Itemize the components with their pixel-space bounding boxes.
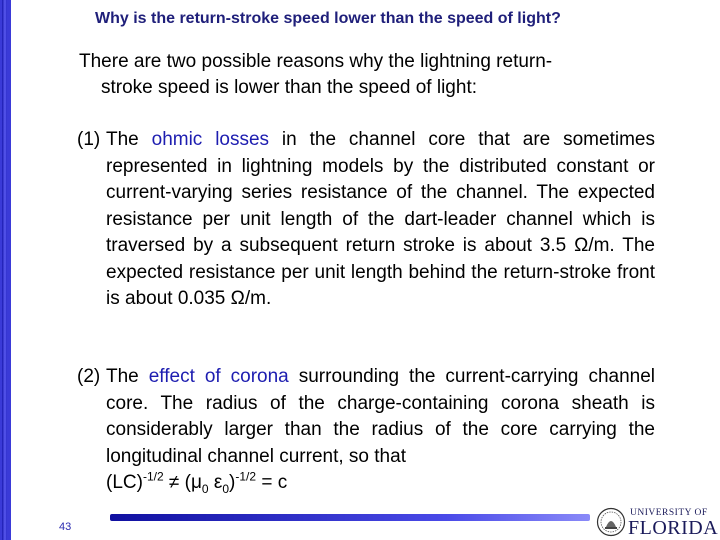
formula-mu-subscript: 0 <box>201 481 209 496</box>
formula <box>106 469 288 496</box>
formula-lhs: (LC) <box>106 472 143 493</box>
formula-epsilon-subscript: 0 <box>222 481 230 496</box>
intro-line-2: stroke speed is lower than the speed of light: <box>101 77 478 98</box>
formula-epsilon: ε <box>208 472 223 493</box>
intro-line-1: There are two possible reasons why the lightning return- <box>79 51 553 72</box>
reason-highlight: ohmic losses <box>151 129 270 150</box>
logo-text-top: UNIVERSITY OF <box>630 508 708 518</box>
reason-text-post: in the channel core that are sometimes represented in lightning models by the distributed constant or current-varying series resistance of the channel. The expected resistance per unit length of the dart-leader channel which is traversed by a subsequent return stroke is about 3.5 Ω/m. The expected resistance per unit length behind the return-stroke front is about 0.035 Ω/m. <box>106 129 655 309</box>
seal-icon <box>596 507 626 537</box>
formula-neq: ≠ ( <box>163 472 191 493</box>
reason-item-1 <box>77 127 655 313</box>
formula-close: ) <box>229 472 236 493</box>
intro-paragraph <box>79 49 669 101</box>
reason-text-post: surrounding the current-carrying channel core. The radius of the charge-containing corona sheath is considerably larger than the radius of the core carrying the longitudinal channel current, so that <box>106 366 656 467</box>
footer-divider <box>110 514 590 521</box>
reason-number: (2) <box>77 366 101 387</box>
left-accent-bar-inner <box>2 0 7 540</box>
formula-mu: μ <box>190 472 202 493</box>
reason-highlight: effect of corona <box>148 366 289 387</box>
slide-title: Why is the return-stroke speed lower than the speed of light? <box>95 10 561 27</box>
reason-text <box>106 127 655 313</box>
page-number: 43 <box>59 521 72 533</box>
formula-rhs: = c <box>256 472 288 493</box>
formula-exponent-1: -1/2 <box>142 469 164 484</box>
reason-text-pre: The <box>106 129 152 150</box>
reason-text <box>106 364 655 497</box>
reason-text-pre: The <box>106 366 149 387</box>
formula-exponent-2: -1/2 <box>235 469 257 484</box>
university-logo <box>596 505 720 540</box>
reason-item-2 <box>77 364 655 497</box>
logo-text-bottom: FLORIDA <box>628 517 719 539</box>
reason-number: (1) <box>77 129 101 150</box>
